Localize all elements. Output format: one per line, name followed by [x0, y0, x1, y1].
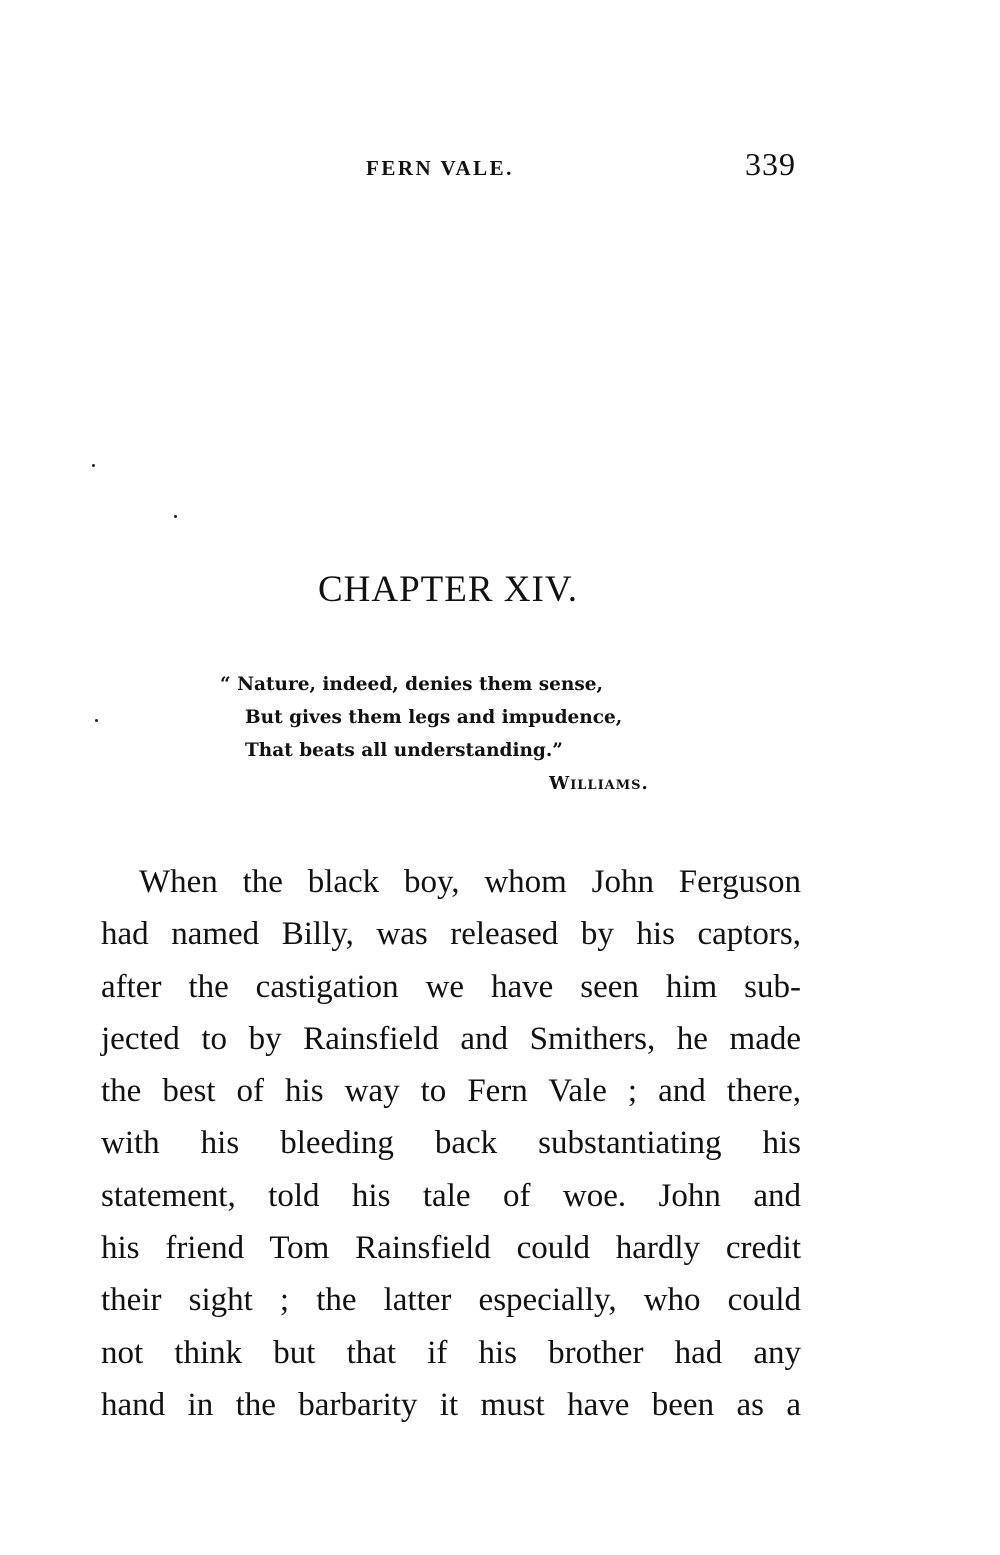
running-title: FERN VALE.: [366, 156, 514, 180]
text-line: statement, told his tale of woe. John and: [101, 1177, 801, 1214]
body-paragraph: [101, 856, 801, 1431]
text-line: hand in the barbarity it must have been as a: [101, 1386, 801, 1423]
ink-speck: [95, 719, 98, 722]
text-line: had named Billy, was released by his captors,: [101, 916, 801, 953]
text-line: their sight ; the latter especially, who could: [101, 1282, 801, 1319]
text-line: jected to by Rainsfield and Smithers, he made: [101, 1020, 801, 1057]
text-line: his friend Tom Rainsfield could hardly credit: [101, 1230, 801, 1267]
epigraph-attribution: Williams.: [549, 773, 649, 794]
epigraph-line: But gives them legs and impudence,: [245, 707, 623, 728]
epigraph-line: That beats all understanding.”: [245, 740, 563, 761]
text-line: after the castigation we have seen him sub-: [101, 968, 801, 1005]
epigraph-line: “ Nature, indeed, denies them sense,: [220, 674, 603, 695]
text-line: the best of his way to Fern Vale ; and there,: [101, 1073, 801, 1110]
page-number: 339: [745, 146, 796, 182]
running-head: [360, 146, 800, 186]
epigraph: [220, 668, 700, 767]
chapter-title: CHAPTER XIV.: [317, 569, 579, 610]
text-line: not think but that if his brother had any: [101, 1334, 801, 1371]
text-line: with his bleeding back substantiating his: [101, 1125, 801, 1162]
text-line: When the black boy, whom John Ferguson: [139, 864, 801, 900]
ink-speck: [92, 464, 95, 467]
ink-speck: [174, 515, 177, 518]
